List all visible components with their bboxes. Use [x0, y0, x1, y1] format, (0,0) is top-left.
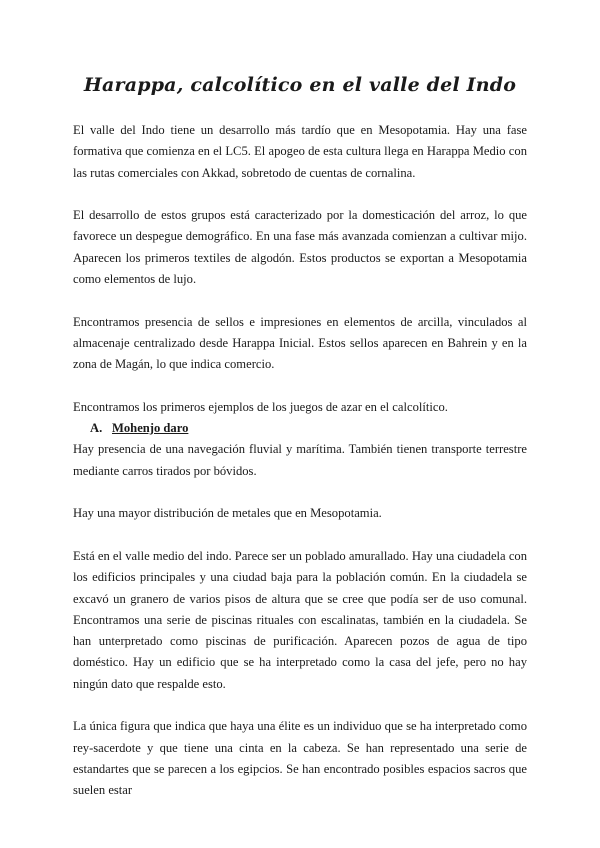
section-title: Mohenjo daro — [112, 421, 189, 436]
page-title: Harappa, calcolítico en el valle del Indo — [83, 74, 517, 96]
paragraph-metals: Hay una mayor distribución de metales que en Mesopotamia. — [73, 506, 382, 521]
paragraph-elite: La única figura que indica que haya una élite es un individuo que se ha interpretado como rey-sacerdote y que tiene una cinta en la cabeza. Se han representado una serie de estandartes que se parecen a los egipcios. Se han encontrado posibles espacios sacros que suelen estar — [73, 719, 527, 798]
document-body — [73, 120, 527, 802]
section-heading — [73, 418, 527, 439]
paragraph-domestication: El desarrollo de estos grupos está caracterizado por la domesticación del arroz, lo que favorece un despegue demográfico. En una fase más avanzada comienzan a cultivar mijo. Aparecen los primeros textiles de algodón. Estos productos se exportan a Mesopotamia como elementos de lujo. — [73, 208, 527, 287]
paragraph-city: Está en el valle medio del indo. Parece ser un poblado amurallado. Hay una ciudadela con los edificios principales y una ciudad baja para la población común. En la ciudadela se excavó un granero de varios pisos de altura que se cree que podía ser de uso comunal. Encontramos una serie de piscinas rituales con escalinatas, también en la ciudadela. Se han unterpretado como piscinas de purificación. Aparecen pozos de agua de tipo doméstico. Hay un edificio que se ha interpretado como la casa del jefe, pero no hay ningún dato que respalde esto. — [73, 548, 527, 691]
paragraph-navigation: Hay presencia de una navegación fluvial y marítima. También tienen transporte terrestre mediante carros tirados por bóvidos. — [73, 442, 527, 478]
paragraph-games: Encontramos los primeros ejemplos de los juegos de azar en el calcolítico. — [73, 399, 448, 414]
section-number: A. — [90, 421, 103, 436]
paragraph-indus-development: El valle del Indo tiene un desarrollo más tardío que en Mesopotamia. Hay una fase formativa que comienza en el LC5. El apogeo de esta cultura llega en Harappa Medio con las rutas comerciales con Akkad, sobretodo de cuentas de cornalina. — [73, 123, 527, 180]
paragraph-seals: Encontramos presencia de sellos e impresiones en elementos de arcilla, vinculados al almacenaje centralizado desde Harappa Inicial. Estos sellos aparecen en Bahrein y en la zona de Magán, lo que indica comercio. — [73, 314, 527, 372]
